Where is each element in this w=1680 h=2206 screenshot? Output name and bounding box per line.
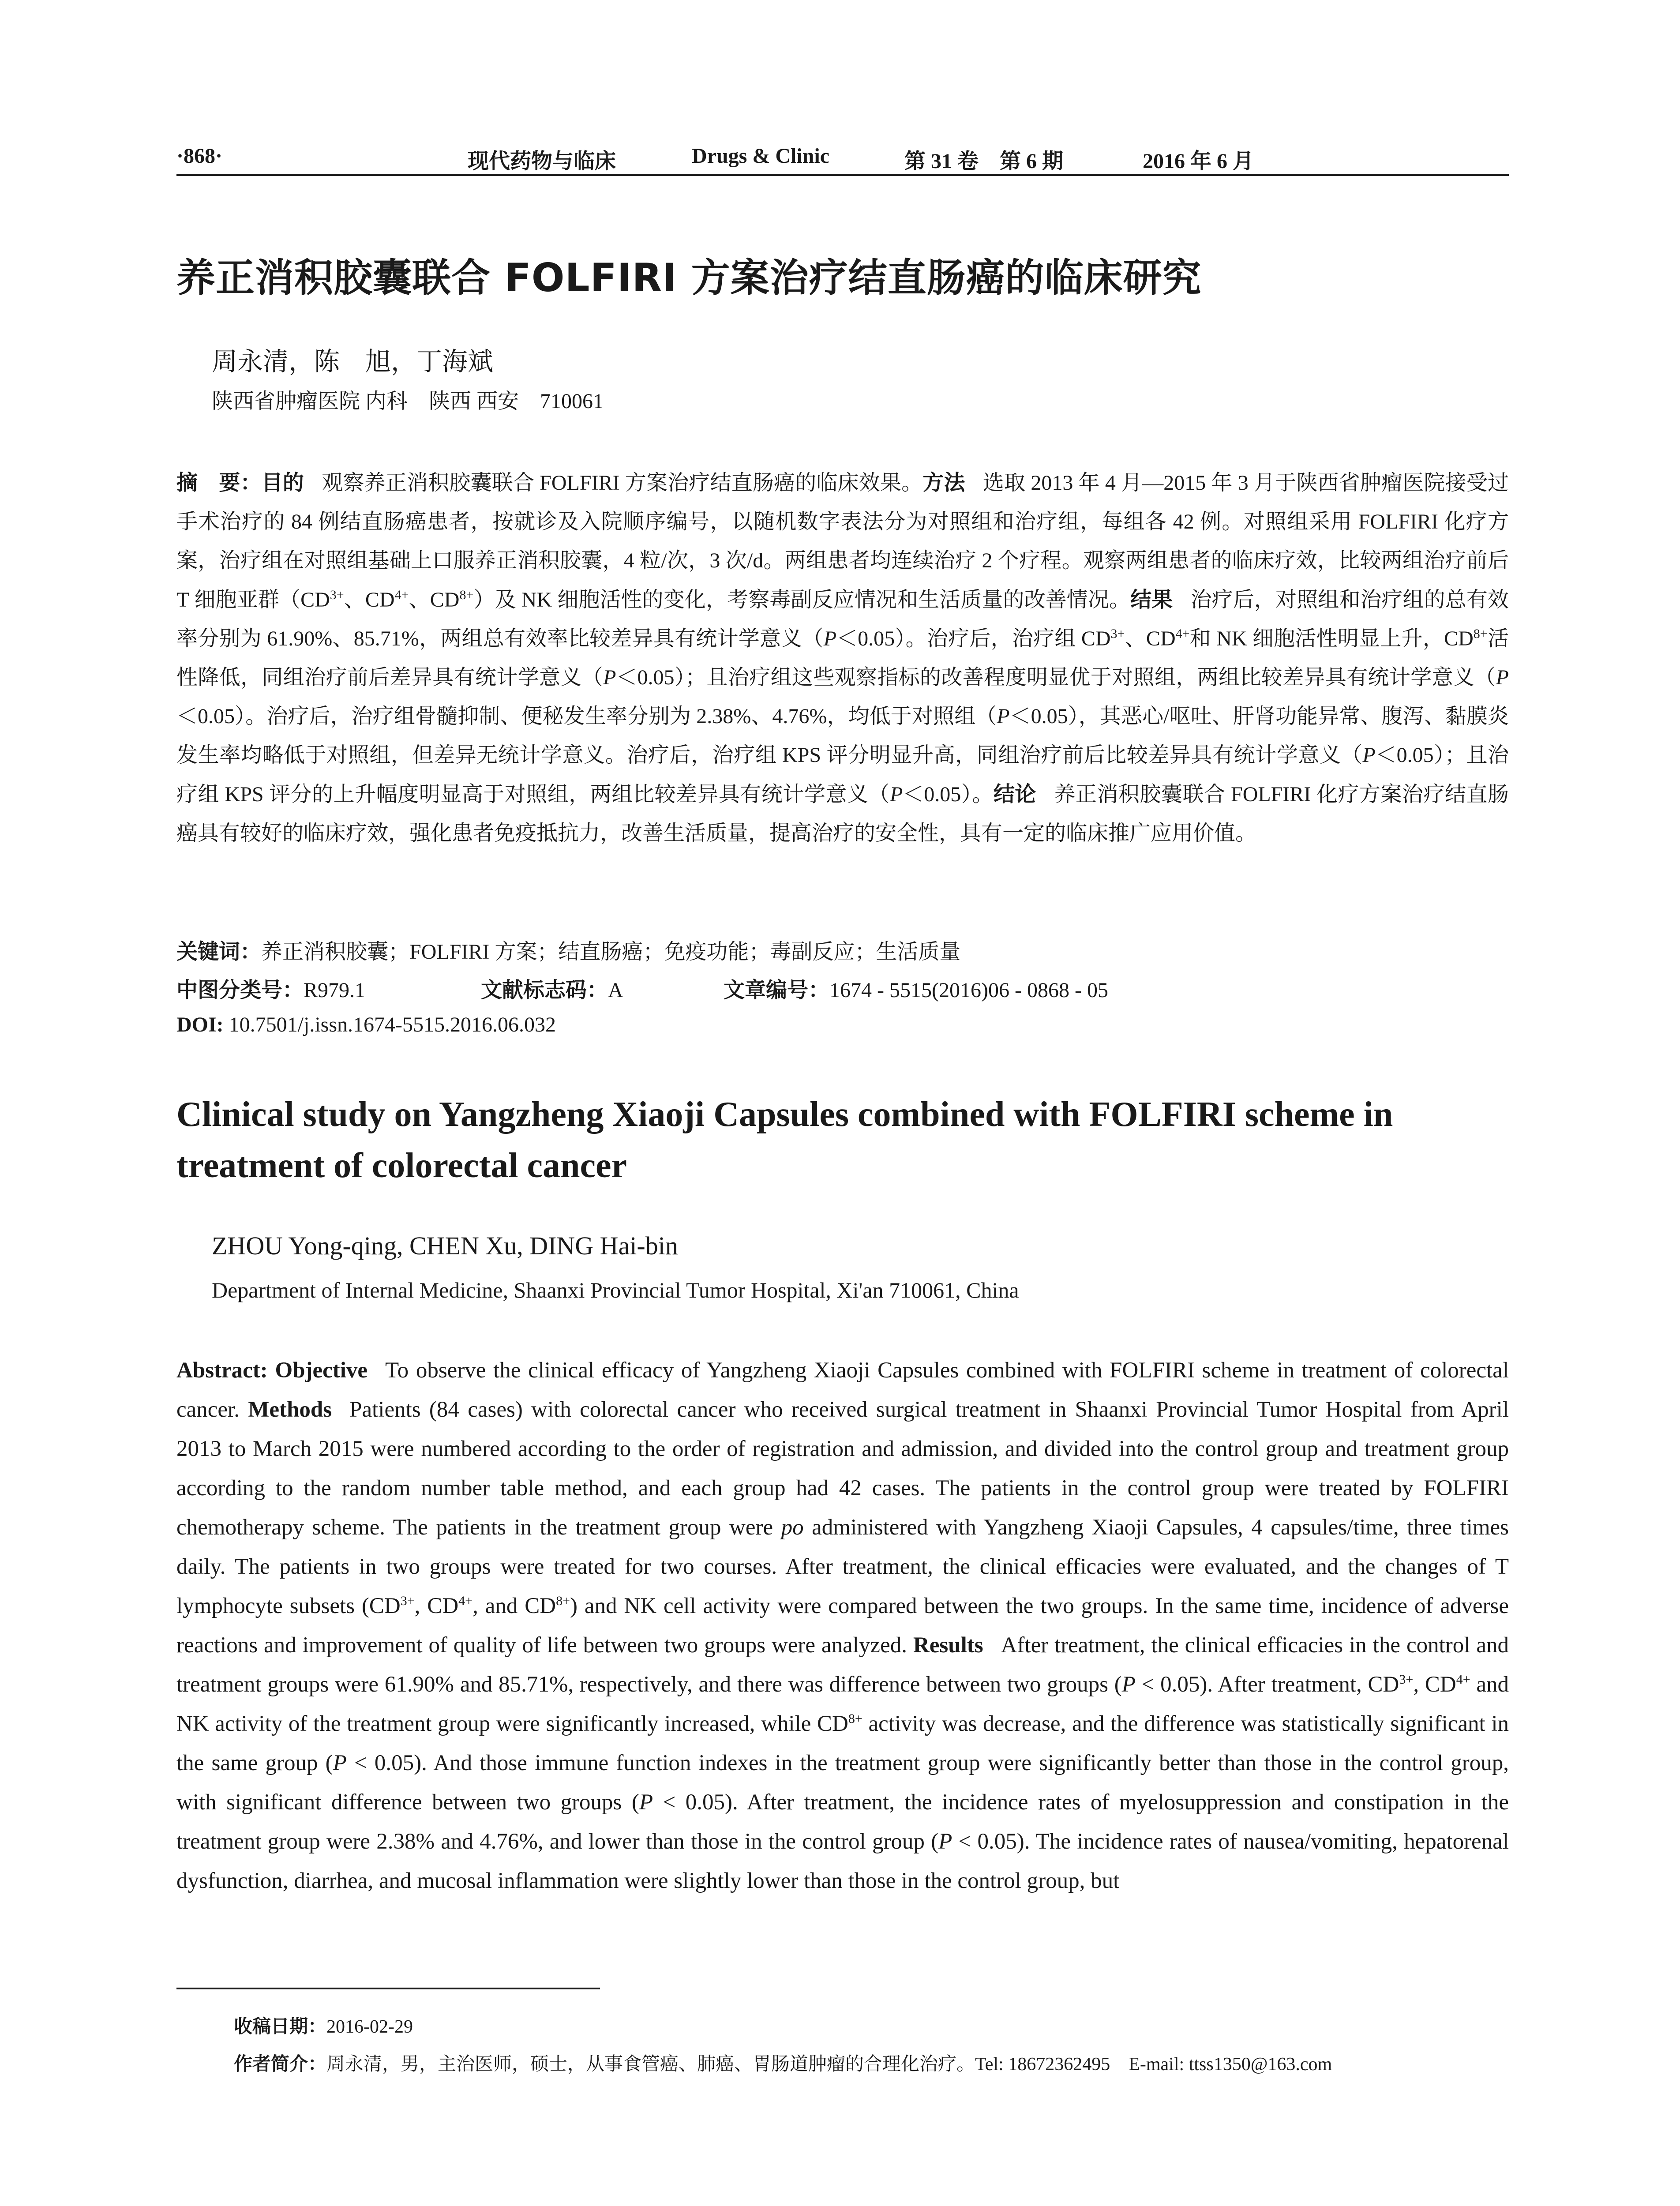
authors-en: ZHOU Yong-qing, CHEN Xu, DING Hai-bin bbox=[212, 1231, 678, 1260]
sup-cd3: 3+ bbox=[400, 1594, 415, 1608]
keywords-text-cn: 养正消积胶囊；FOLFIRI 方案；结直肠癌；免疫功能；毒副反应；生活质量 bbox=[261, 940, 961, 964]
sup-cd8: 8+ bbox=[556, 1594, 570, 1608]
affiliation-cn: 陕西省肿瘤医院 内科 陕西 西安 710061 bbox=[212, 390, 604, 413]
results-text-cn: 、CD bbox=[1125, 627, 1176, 650]
results-text-en: < 0.05). After treatment, CD bbox=[1135, 1672, 1399, 1697]
abstract-en bbox=[176, 1351, 1509, 1901]
sup-cd4: 4+ bbox=[394, 588, 409, 602]
p-symbol: P bbox=[1496, 666, 1509, 689]
author-bio bbox=[234, 2049, 1332, 2076]
methods-text-en: , and CD bbox=[472, 1594, 556, 1618]
p-symbol: P bbox=[1362, 743, 1376, 767]
running-header bbox=[176, 140, 1509, 176]
methods-text-cn: 、CD bbox=[409, 588, 460, 612]
authors-cn: 周永清，陈 旭，丁海斌 bbox=[212, 347, 494, 376]
conclusion-text-cn: 养正消积胶囊联合 FOLFIRI 化疗方案治疗结直肠癌具有较好的临床疗效，强化患者免疫抵抗力，改善生活质量，提高治疗的安全性，具有一定的临床推广应用价值。 bbox=[176, 783, 1509, 845]
p-symbol: P bbox=[333, 1751, 347, 1775]
conclusion-label-cn: 结论 bbox=[993, 782, 1036, 807]
results-text-cn: ＜0.05）；且治疗组 KPS 评分的上升幅度明显高于对照组，两组比较差异具有统计学意义（ bbox=[176, 743, 1509, 806]
doc-value: A bbox=[608, 979, 623, 1002]
received-value: 2016-02-29 bbox=[326, 2017, 413, 2037]
article-number bbox=[724, 973, 1108, 1003]
bio-label: 作者简介： bbox=[234, 2053, 327, 2075]
abstract-cn bbox=[176, 463, 1509, 853]
sup-cd3: 3+ bbox=[1399, 1672, 1414, 1687]
results-text-cn: ＜0.05）。治疗后，治疗组骨髓抑制、便秘发生率分别为 2.38%、4.76%，均低于对照组（ bbox=[176, 705, 997, 728]
methods-text-cn: ）及 NK 细胞活性的变化，考察毒副反应情况和生活质量的改善情况。 bbox=[473, 588, 1131, 612]
clc-value: R979.1 bbox=[304, 979, 366, 1002]
results-label-cn: 结果 bbox=[1130, 587, 1173, 612]
objective-label-en: Objective bbox=[275, 1358, 368, 1383]
methods-text-en: administered with Yangzheng Xiaoji Capsules, 4 capsules/time, three times daily. The patients in two groups were treated for two courses. After treatment, the clinical efficacies were evaluated, and the changes of T lymphocyte subsets (CD bbox=[176, 1515, 1509, 1618]
title-en: Clinical study on Yangzheng Xiaoji Capsules combined with FOLFIRI scheme in treatment of colorectal cancer bbox=[176, 1095, 1393, 1185]
results-label-en: Results bbox=[913, 1633, 983, 1658]
methods-text-cn: 选取 2013 年 4 月—2015 年 3 月于陕西省肿瘤医院接受过手术治疗的 84 例结直肠癌患者，按就诊及入院顺序编号，以随机数字表法分为对照组和治疗组，每组各 42 例。对照组采用 FOLFIRI 化疗方案，治疗组在对照组基础上口服养正消积胶囊，4 粒/次，3 次/d。两组患者均连续治疗 2 个疗程。观察两组患者的临床疗效，比较两组治疗前后 T 细胞亚群（CD bbox=[176, 471, 1509, 612]
document-code bbox=[481, 973, 623, 1003]
objective-label-cn: 目的 bbox=[261, 470, 304, 495]
journal-name-en: Drugs & Clinic bbox=[692, 144, 829, 168]
methods-text-en: ) and NK cell activity were compared between the two groups. In the same time, incidence of adverse reactions and improvement of quality of life between two groups were analyzed. bbox=[176, 1594, 1509, 1658]
clc-label: 中图分类号： bbox=[176, 978, 304, 1002]
sup-cd3: 3+ bbox=[1110, 627, 1125, 641]
p-symbol: P bbox=[603, 666, 616, 689]
results-text-cn: 和 NK 细胞活性明显上升，CD bbox=[1189, 627, 1474, 650]
results-text-cn: 治疗后，对照组和治疗组的总有效率分别为 61.90%、85.71%，两组总有效率比较差异具有统计学意义（ bbox=[176, 588, 1509, 650]
doi-line bbox=[176, 1013, 556, 1037]
title-cn: 养正消积胶囊联合 FOLFIRI 方案治疗结直肠癌的临床研究 bbox=[176, 255, 1202, 300]
p-symbol: P bbox=[938, 1829, 952, 1854]
clc-code bbox=[176, 973, 365, 1003]
abstract-cn-label: 摘 要： bbox=[176, 470, 262, 495]
article-value: 1674 - 5515(2016)06 - 0868 - 05 bbox=[829, 979, 1108, 1002]
results-text-en: After treatment, the clinical efficacies in the control and treatment groups were 61.90% and 85.71%, respectively, and there was difference between two groups ( bbox=[176, 1633, 1509, 1697]
sup-cd3: 3+ bbox=[330, 588, 344, 602]
footnote-divider bbox=[176, 1988, 600, 1989]
results-text-en: activity was decrease, and the difference was statistically significant in the same group ( bbox=[176, 1711, 1509, 1775]
methods-text-en: Patients (84 cases) with colorectal cancer who received surgical treatment in Shaanxi Provincial Tumor Hospital from April 2013 to March 2015 were numbered according to the order of registration and admission, and divided into the control group and treatment group according to the random number table method, and each group had 42 cases. The patients in the control group were treated by FOLFIRI chemotherapy scheme. The patients in the treatment group were bbox=[176, 1397, 1509, 1540]
doi-label: DOI: bbox=[176, 1013, 224, 1036]
results-text-cn: ＜0.05），其恶心/呕吐、肝肾功能异常、腹泻、黏膜炎发生率均略低于对照组，但差异无统计学意义。治疗后，治疗组 KPS 评分明显升高，同组治疗前后比较差异具有统计学意义（ bbox=[176, 705, 1509, 767]
p-symbol: P bbox=[1121, 1672, 1136, 1697]
received-label: 收稿日期： bbox=[234, 2015, 327, 2037]
results-text-cn: 活性降低，同组治疗前后差异具有统计学意义（ bbox=[176, 627, 1509, 689]
results-text-en: , CD bbox=[1413, 1672, 1456, 1697]
p-symbol: P bbox=[823, 627, 837, 650]
page-number: ·868· bbox=[176, 144, 223, 168]
volume-issue: 第 31 卷 第 6 期 bbox=[904, 150, 1064, 173]
p-symbol: P bbox=[997, 705, 1010, 728]
sup-cd4: 4+ bbox=[1456, 1672, 1470, 1687]
p-symbol: P bbox=[889, 783, 903, 806]
journal-name-cn: 现代药物与临床 bbox=[468, 150, 616, 173]
objective-text-cn: 观察养正消积胶囊联合 FOLFIRI 方案治疗结直肠癌的临床效果。 bbox=[322, 471, 923, 495]
issue-date: 2016 年 6 月 bbox=[1143, 150, 1254, 173]
sup-cd4: 4+ bbox=[458, 1594, 473, 1608]
abstract-en-label: Abstract: bbox=[176, 1358, 268, 1383]
results-text-cn: ＜0.05）。 bbox=[903, 783, 994, 806]
received-date bbox=[234, 2012, 413, 2038]
results-text-cn: ＜0.05）；且治疗组这些观察指标的改善程度明显优于对照组，两组比较差异具有统计学意义（ bbox=[616, 666, 1496, 689]
results-text-en: < 0.05). After treatment, the incidence rates of myelosuppression and constipation in the treatment group were 2.38% and 4.76%, and lower than those in the control group ( bbox=[176, 1790, 1509, 1854]
methods-text-cn: 、CD bbox=[344, 588, 395, 612]
results-text-en: < 0.05). And those immune function indexes in the treatment group were significantly better than those in the control group, with significant difference between two groups ( bbox=[176, 1751, 1509, 1815]
methods-label-en: Methods bbox=[248, 1397, 332, 1422]
p-symbol: P bbox=[639, 1790, 653, 1815]
keywords-label-cn: 关键词： bbox=[176, 939, 262, 964]
results-text-en: and NK activity of the treatment group were significantly increased, while CD bbox=[176, 1672, 1509, 1736]
sup-cd8: 8+ bbox=[848, 1711, 862, 1726]
sup-cd4: 4+ bbox=[1175, 627, 1190, 641]
doi-value: 10.7501/j.issn.1674-5515.2016.06.032 bbox=[229, 1013, 556, 1036]
results-text-cn: ＜0.05）。治疗后，治疗组 CD bbox=[836, 627, 1111, 650]
objective-text-en: To observe the clinical efficacy of Yangzheng Xiaoji Capsules combined with FOLFIRI scheme in treatment of colorectal cancer. bbox=[176, 1358, 1509, 1422]
sup-cd8: 8+ bbox=[459, 588, 474, 602]
sup-cd8: 8+ bbox=[1473, 627, 1488, 641]
doc-label: 文献标志码： bbox=[481, 978, 608, 1002]
classification-line bbox=[176, 973, 1509, 1002]
methods-text-en: , CD bbox=[414, 1594, 459, 1618]
methods-label-cn: 方法 bbox=[922, 470, 965, 495]
bio-text: 周永清，男，主治医师，硕士，从事食管癌、肺癌、胃肠道肿瘤的合理化治疗。Tel: 18672362495 E-mail: ttss1350@163.com bbox=[326, 2054, 1332, 2075]
affiliation-en: Department of Internal Medicine, Shaanxi Provincial Tumor Hospital, Xi'an 710061, China bbox=[212, 1278, 1019, 1302]
results-text-en: < 0.05). The incidence rates of nausea/vomiting, hepatorenal dysfunction, diarrhea, and mucosal inflammation were slightly lower than those in the control group, but bbox=[176, 1829, 1509, 1893]
keywords-cn bbox=[176, 934, 960, 965]
article-label: 文章编号： bbox=[724, 978, 830, 1002]
po-italic: po bbox=[781, 1515, 804, 1540]
